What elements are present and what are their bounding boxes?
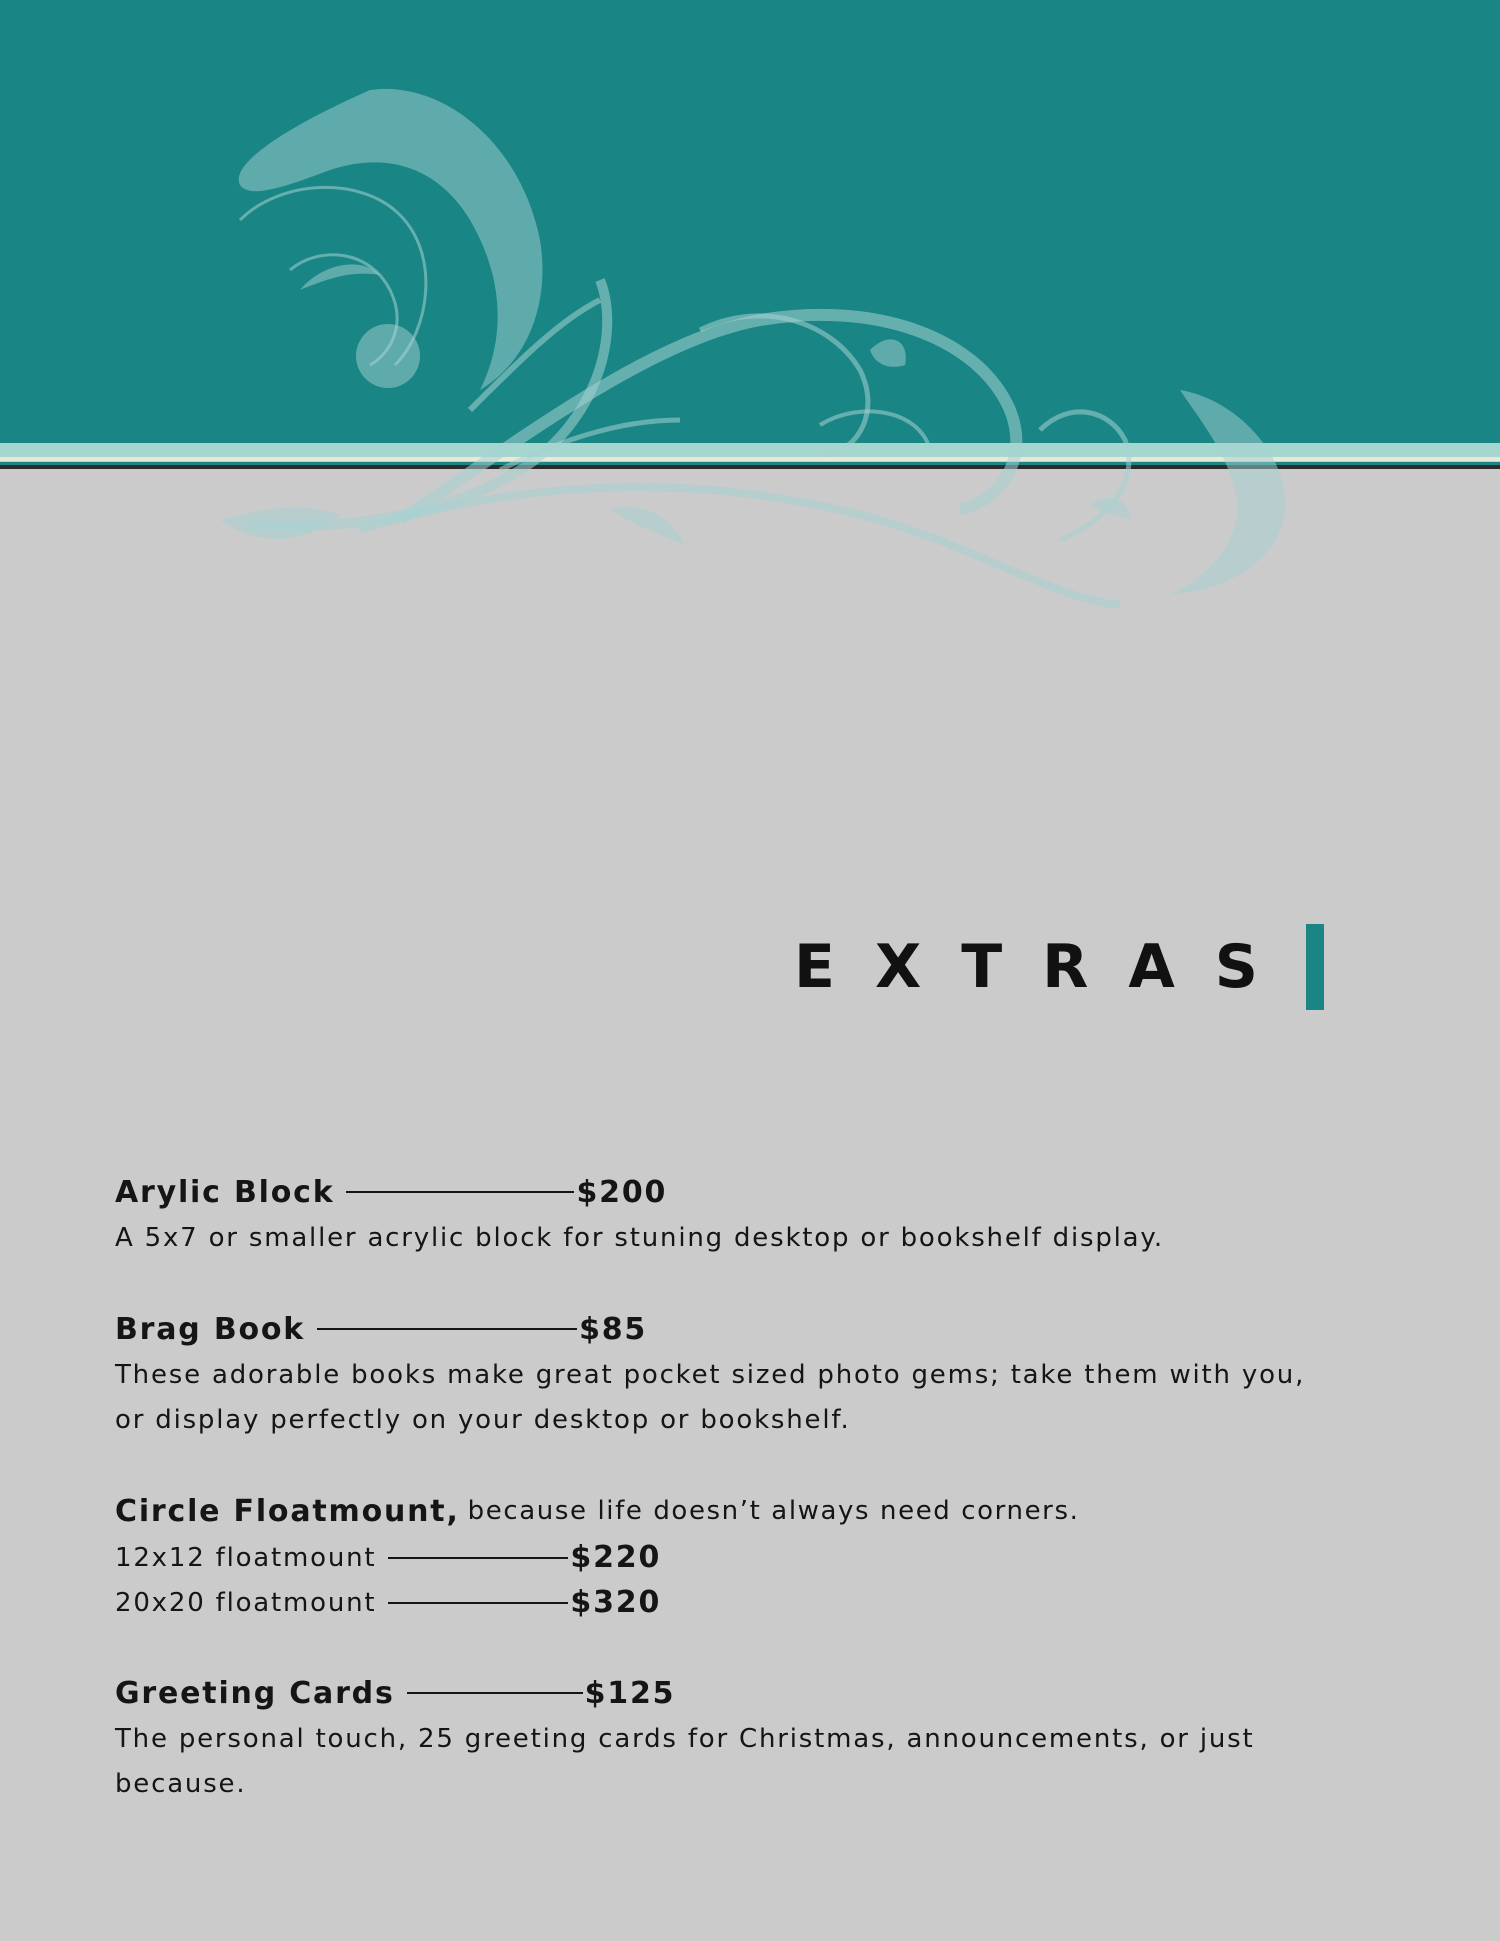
item-name: Circle Floatmount, bbox=[115, 1493, 460, 1529]
item-description: The personal touch, 25 greeting cards for Christmas, announcements, or just because. bbox=[115, 1724, 1255, 1799]
leader-line bbox=[317, 1328, 577, 1330]
item-price: $125 bbox=[584, 1675, 676, 1711]
header-stripe-light bbox=[0, 443, 1500, 457]
leader-line bbox=[388, 1602, 568, 1604]
item-name: Arylic Block bbox=[115, 1174, 335, 1210]
header-band bbox=[0, 0, 1500, 443]
item-description: These adorable books make great pocket sized photo gems; take them with you, or display perfectly on your desktop or bookshelf. bbox=[115, 1360, 1306, 1435]
item-name: Greeting Cards bbox=[115, 1675, 395, 1711]
header-stripe-cream bbox=[0, 457, 1500, 461]
item-price-line bbox=[115, 1305, 1335, 1353]
item-price: $85 bbox=[579, 1311, 648, 1347]
option-row bbox=[115, 1535, 1335, 1580]
leader-line bbox=[346, 1191, 574, 1193]
item-price-line bbox=[115, 1669, 1335, 1717]
item-price: $200 bbox=[576, 1174, 668, 1210]
list-item-circle-floatmount bbox=[115, 1487, 1335, 1625]
option-label: 12x12 floatmount bbox=[115, 1542, 377, 1573]
option-label: 20x20 floatmount bbox=[115, 1587, 377, 1618]
item-price-line bbox=[115, 1168, 1335, 1216]
leader-line bbox=[407, 1692, 583, 1694]
list-item-greeting-cards bbox=[115, 1669, 1335, 1807]
list-item-arylic-block bbox=[115, 1168, 1335, 1261]
list-item-brag-book bbox=[115, 1305, 1335, 1443]
option-price: $220 bbox=[570, 1540, 662, 1575]
page-title: EXTRAS bbox=[793, 932, 1298, 1002]
price-list bbox=[115, 1168, 1335, 1851]
leader-line bbox=[388, 1557, 568, 1559]
item-heading-line bbox=[115, 1487, 1335, 1535]
title-block bbox=[794, 924, 1324, 1010]
item-description: A 5x7 or smaller acrylic block for stuning desktop or bookshelf display. bbox=[115, 1223, 1164, 1253]
item-name: Brag Book bbox=[115, 1311, 306, 1347]
header-stripe-dark bbox=[0, 465, 1500, 469]
title-accent-bar bbox=[1306, 924, 1324, 1010]
option-row bbox=[115, 1580, 1335, 1625]
item-tagline: because life doesn’t always need corners. bbox=[467, 1496, 1080, 1526]
option-price: $320 bbox=[570, 1585, 662, 1620]
